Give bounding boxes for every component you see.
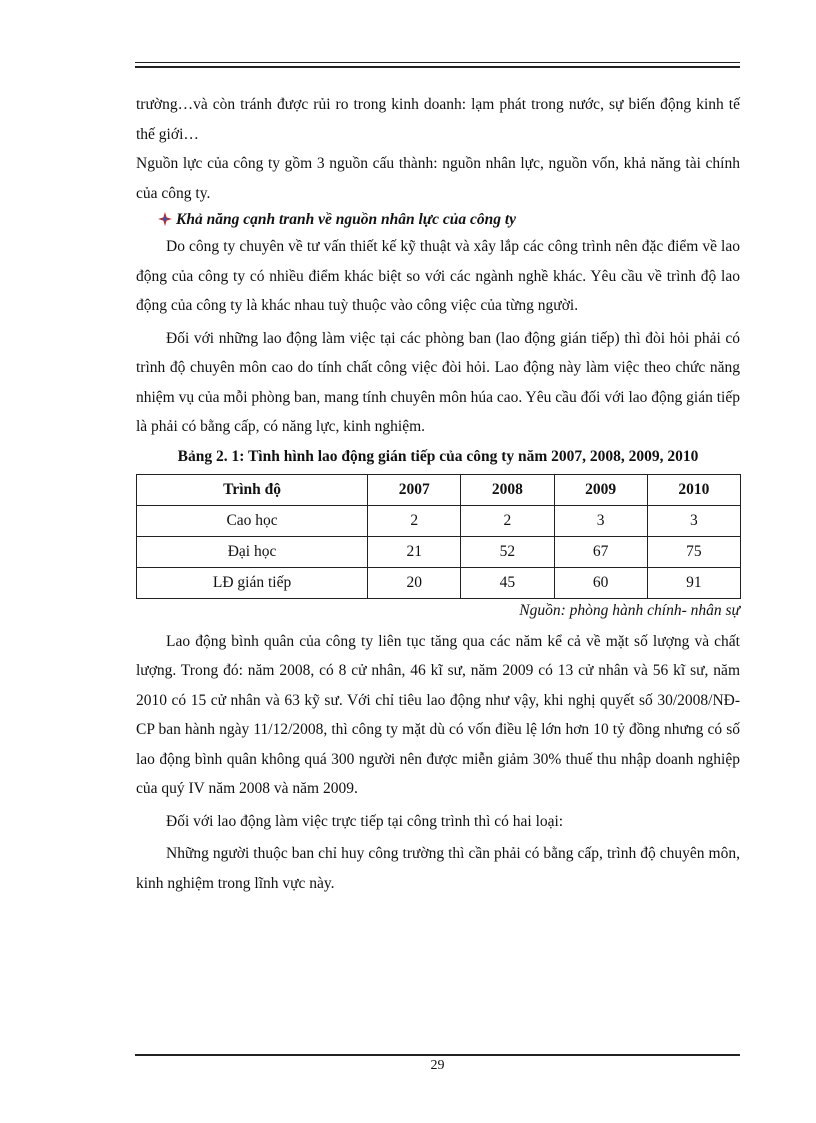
table-cell: 45 bbox=[461, 567, 554, 598]
table-cell: 3 bbox=[647, 505, 740, 536]
paragraph-1: trường…và còn tránh được rủi ro trong kinh doanh: lạm phát trong nước, sự biến động kinh tế thế giới… bbox=[136, 96, 740, 143]
table-cell: 21 bbox=[368, 536, 461, 567]
table-row bbox=[137, 505, 741, 536]
table-header-row bbox=[137, 474, 741, 505]
header-cell: 2009 bbox=[554, 474, 647, 505]
header-cell: Trình độ bbox=[137, 474, 368, 505]
table-cell: 2 bbox=[368, 505, 461, 536]
table-cell: 2 bbox=[461, 505, 554, 536]
table-caption: Bảng 2. 1: Tình hình lao động gián tiếp của công ty năm 2007, 2008, 2009, 2010 bbox=[177, 447, 699, 465]
paragraph-2: Nguồn lực của công ty gồm 3 nguồn cấu thành: nguồn nhân lực, nguồn vốn, khả năng tài chính của công ty. bbox=[136, 155, 740, 202]
table-cell: 60 bbox=[554, 567, 647, 598]
table-cell: 20 bbox=[368, 567, 461, 598]
bullet-star-icon bbox=[158, 212, 172, 226]
table-cell: 91 bbox=[647, 567, 740, 598]
paragraph-6: Đối với lao động làm việc trực tiếp tại công trình thì có hai loại: bbox=[166, 812, 564, 830]
header-rule bbox=[135, 62, 740, 68]
document-body bbox=[136, 90, 740, 898]
section-heading bbox=[136, 208, 740, 232]
paragraph-5: Lao động bình quân của công ty liên tục tăng qua các năm kể cả về mặt số lượng và chất lượng. Trong đó: năm 2008, có 8 cử nhân, 46 kĩ sư, năm 2009 có 13 cử nhân và 56 kĩ sư, năm 2010 có 15 cử nhân và 63 kỹ sư. Với chỉ tiêu lao động như vậy, khi nghị quyết số 30/2008/NĐ- CP ban hành ngày 11/12/2008, thì công ty mặt dù có vốn điều lệ lớn hơn 10 tỷ đồng nhưng có số lao động bình quân không quá 300 người nên được miễn giảm 30% thuế thu nhập doanh nghiệp của quý IV năm 2008 và năm 2009. bbox=[136, 632, 740, 797]
table-cell: 67 bbox=[554, 536, 647, 567]
table-cell: Cao học bbox=[137, 505, 368, 536]
paragraph-3: Do công ty chuyên về tư vấn thiết kế kỹ thuật và xây lắp các công trình nên đặc điểm về lao động của công ty có nhiều điểm khác biệt so với các ngành nghề khác. Yêu cầu về trình độ lao động của công ty là khác nhau tuỳ thuộc vào công việc của từng người. bbox=[136, 238, 740, 314]
paragraph-7: Những người thuộc ban chỉ huy công trường thì cần phải có bằng cấp, trình độ chuyên môn, kinh nghiệm trong lĩnh vực này. bbox=[136, 845, 740, 892]
table-row bbox=[137, 536, 741, 567]
table-cell: 75 bbox=[647, 536, 740, 567]
header-cell: 2007 bbox=[368, 474, 461, 505]
header-cell: 2010 bbox=[647, 474, 740, 505]
section-heading-text: Khả năng cạnh tranh về nguồn nhân lực của công ty bbox=[176, 211, 517, 228]
table-cell: 52 bbox=[461, 536, 554, 567]
paragraph-4: Đối với những lao động làm việc tại các phòng ban (lao động gián tiếp) thì đòi hỏi phải có trình độ chuyên môn cao do tính chất công việc đòi hỏi. Lao động này làm việc theo chức năng nhiệm vụ của mỗi phòng ban, mang tính chuyên môn húa cao. Yêu cầu đối với lao động gián tiếp là phải có bằng cấp, có năng lực, kinh nghiệm. bbox=[136, 329, 740, 435]
table-cell: Đại học bbox=[137, 536, 368, 567]
page-number: 29 bbox=[430, 1058, 445, 1073]
table-cell: LĐ gián tiếp bbox=[137, 567, 368, 598]
labor-table bbox=[136, 474, 741, 599]
table-row bbox=[137, 567, 741, 598]
footer-rule bbox=[135, 1054, 740, 1056]
table-cell: 3 bbox=[554, 505, 647, 536]
header-cell: 2008 bbox=[461, 474, 554, 505]
table-source: Nguồn: phòng hành chính- nhân sự bbox=[519, 601, 740, 619]
